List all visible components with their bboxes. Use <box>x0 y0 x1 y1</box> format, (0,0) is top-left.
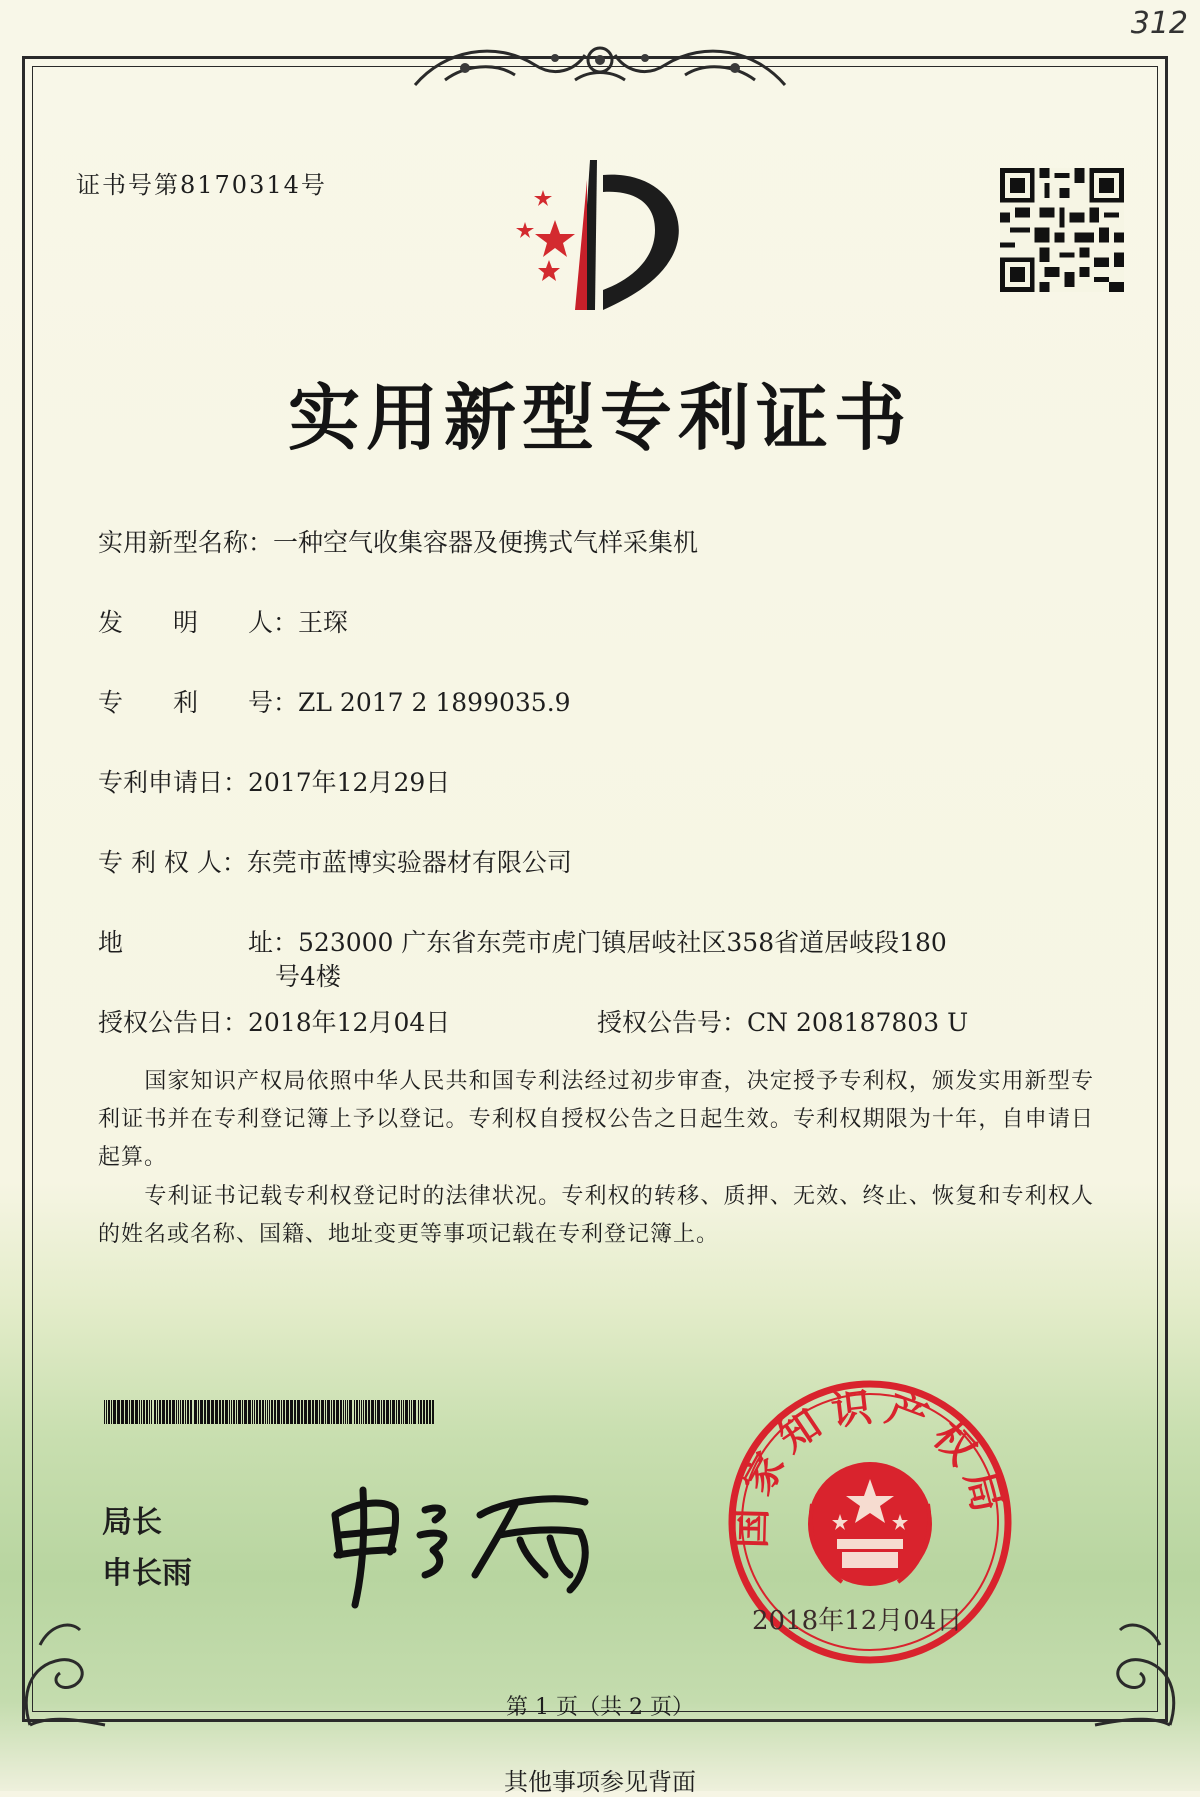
certificate-title: 实用新型专利证书 <box>287 375 912 460</box>
barcode-icon <box>104 1400 436 1424</box>
filing-date-row <box>98 763 450 799</box>
legal-paragraph-1: 国家知识产权局依照中华人民共和国专利法经过初步审查，决定授予专利权，颁发实用新型专利证书并在专利登记簿上予以登记。专利权自授权公告之日起生效。专利权期限为十年，自申请日起算。 <box>98 1069 1094 1170</box>
grant-date-row <box>98 1003 450 1039</box>
director-title: 局长 <box>102 1505 162 1540</box>
patentee-label: 专 利 权 人： <box>98 848 247 877</box>
address-value-line1: 523000 广东省东莞市虎门镇居岐社区358省道居岐段180 <box>298 928 947 957</box>
back-page-note: 其他事项参见背面 <box>504 1768 696 1796</box>
svg-text:国家知识产权局: 国家知识产权局 <box>728 1383 1013 1549</box>
utility-model-name-label: 实用新型名称： <box>98 528 274 557</box>
grant-date-value: 2018年12月04日 <box>248 1008 451 1037</box>
grant-number-row <box>597 1003 968 1039</box>
inventor-row <box>98 603 348 639</box>
page-number: 第 1 页（共 2 页） <box>506 1695 694 1720</box>
address-continuation-row <box>275 957 341 993</box>
filing-date-value: 2017年12月29日 <box>248 768 451 797</box>
grant-number-value: CN 208187803 U <box>747 1008 969 1037</box>
inventor-label: 发 明 人： <box>98 608 299 637</box>
inventor-value: 王琛 <box>298 608 349 637</box>
director-signature <box>315 1480 615 1610</box>
legal-paragraph-2: 专利证书记载专利权登记时的法律状况。专利权的转移、质押、无效、终止、恢复和专利权人的姓名或名称、国籍、地址变更等事项记载在专利登记簿上。 <box>98 1184 1094 1247</box>
filing-date-label: 专利申请日： <box>98 768 249 797</box>
grant-number-label: 授权公告号： <box>597 1008 748 1037</box>
utility-model-name-value: 一种空气收集容器及便携式气样采集机 <box>273 528 699 557</box>
certificate-number: 证书号第8170314号 <box>76 171 327 199</box>
patent-number-label: 专 利 号： <box>98 688 299 717</box>
patent-office-emblem-icon <box>495 160 705 320</box>
patent-number-row <box>98 683 571 719</box>
patentee-value: 东莞市蓝博实验器材有限公司 <box>246 848 572 877</box>
director-name: 申长雨 <box>102 1556 192 1591</box>
utility-model-name-row <box>98 523 698 559</box>
address-label: 地 址： <box>98 928 299 957</box>
address-value-line2: 号4楼 <box>275 962 341 991</box>
address-row <box>98 923 947 959</box>
seal-date: 2018年12月04日 <box>752 1606 963 1636</box>
qr-code-icon <box>1000 168 1124 292</box>
patent-number-value: ZL 2017 2 1899035.9 <box>298 688 571 717</box>
top-ornament <box>405 30 795 100</box>
patentee-row <box>98 843 572 879</box>
grant-date-label: 授权公告日： <box>98 1008 249 1037</box>
handwritten-page-number: 312 <box>1130 6 1188 41</box>
